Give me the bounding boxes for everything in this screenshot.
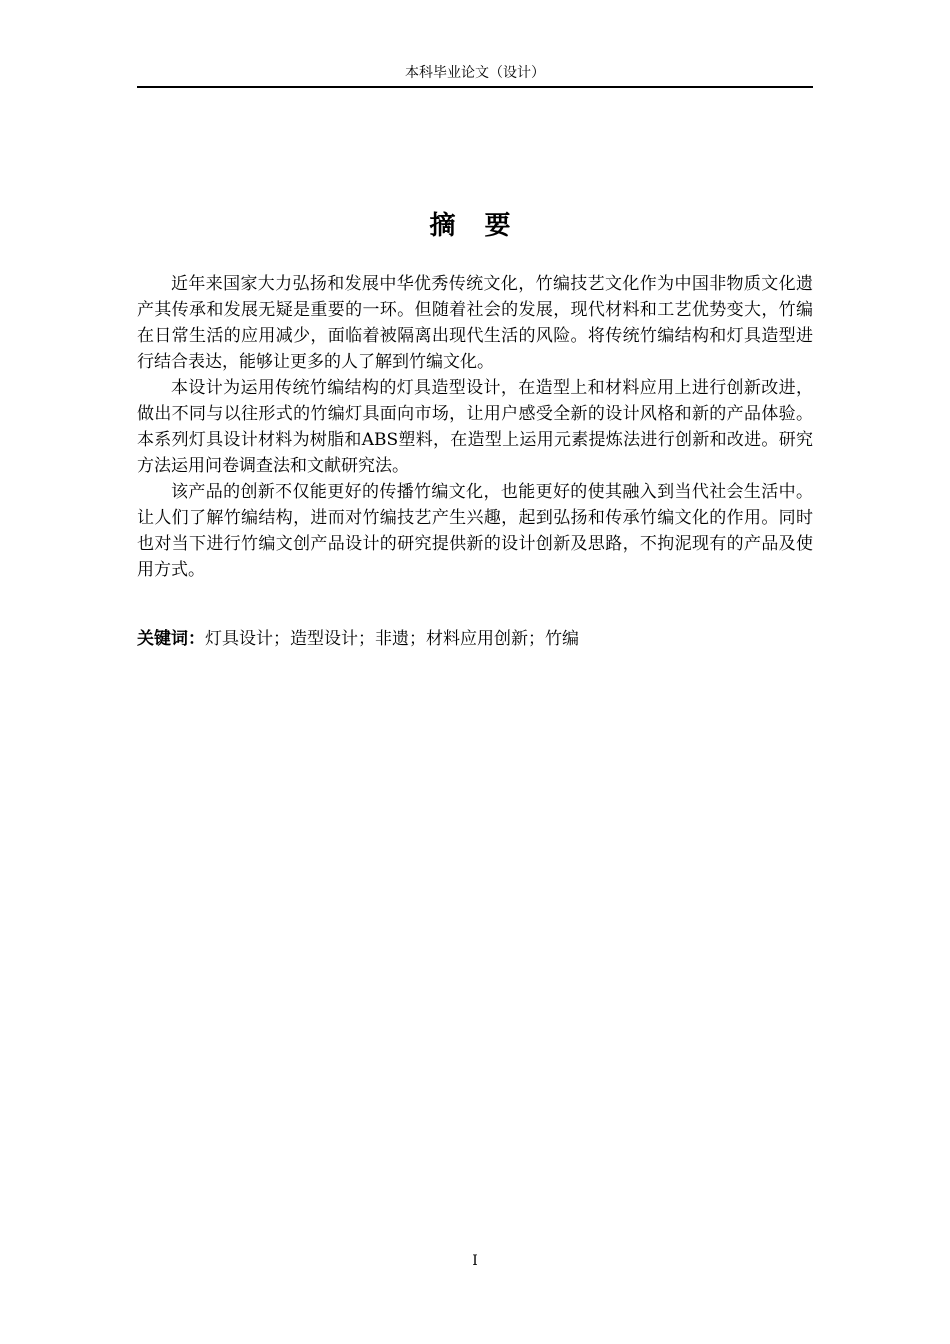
abstract-paragraph-1: 近年来国家大力弘扬和发展中华优秀传统文化，竹编技艺文化作为中国非物质文化遗产其传承和发展无疑是重要的一环。但随着社会的发展，现代材料和工艺优势变大，竹编在日常生活的应用减少，面临着被隔离出现代生活的风险。将传统竹编结构和灯具造型进行结合表达，能够让更多的人了解到竹编文化。 — [137, 274, 813, 372]
page-number: I — [472, 1253, 478, 1269]
abstract-paragraph-3: 该产品的创新不仅能更好的传播竹编文化，也能更好的使其融入到当代社会生活中。让人们了解竹编结构，进而对竹编技艺产生兴趣，起到弘扬和传承竹编文化的作用。同时也对当下进行竹编文创产品设计的研究提供新的设计创新及思路，不拘泥现有的产品及使用方式。 — [137, 482, 813, 580]
abstract-paragraph-2: 本设计为运用传统竹编结构的灯具造型设计，在造型上和材料应用上进行创新改进，做出不同与以往形式的竹编灯具面向市场，让用户感受全新的设计风格和新的产品体验。本系列灯具设计材料为树脂和ABS塑料，在造型上运用元素提炼法进行创新和改进。研究方法运用问卷调查法和文献研究法。 — [137, 378, 813, 476]
keywords-line — [137, 626, 813, 652]
running-header-title: 本科毕业论文（设计） — [405, 65, 545, 81]
keywords-label: 关键词： — [137, 629, 205, 649]
keywords-list: 灯具设计；造型设计；非遗；材料应用创新；竹编 — [205, 629, 579, 649]
running-header — [137, 64, 813, 88]
abstract-body — [137, 271, 813, 583]
abstract-title: 摘 要 — [429, 211, 521, 241]
